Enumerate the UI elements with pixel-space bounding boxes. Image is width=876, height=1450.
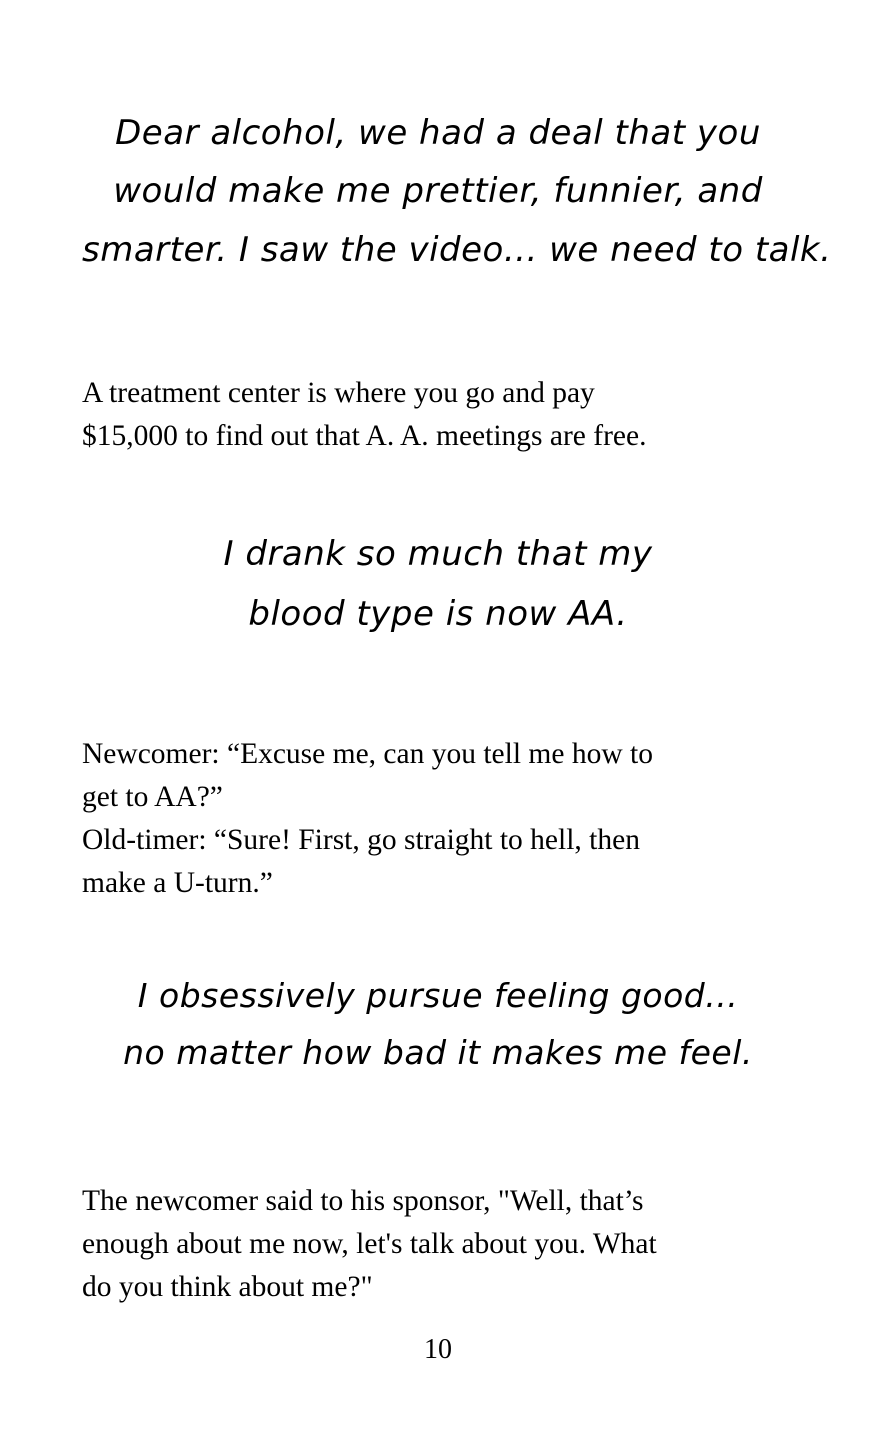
joke-block-2 xyxy=(82,524,794,644)
paragraph-1-line-1: A treatment center is where you go and pay xyxy=(82,377,595,409)
joke-block-1 xyxy=(82,104,832,279)
paragraph-2-line-4: make a U-turn.” xyxy=(82,867,273,900)
joke-1-line-3: smarter. I saw the video... we need to talk. xyxy=(82,229,832,270)
joke-3-line-1: I obsessively pursue feeling good... xyxy=(137,976,739,1015)
paragraph-3-line-3: do you think about me?" xyxy=(82,1271,373,1304)
paragraph-3-line-1: The newcomer said to his sponsor, "Well, that’s xyxy=(82,1185,644,1217)
joke-2-line-2: blood type is now AA. xyxy=(248,594,628,635)
paragraph-3 xyxy=(82,1180,758,1309)
paragraph-2-line-2: get to AA?” xyxy=(82,781,223,814)
joke-1-line-1: Dear alcohol, we had a deal that you xyxy=(115,113,761,153)
paragraph-2-line-3: Old-timer: “Sure! First, go straight to hell, then xyxy=(82,824,640,857)
paragraph-1 xyxy=(82,372,758,458)
paragraph-3-line-2: enough about me now, let's talk about you. What xyxy=(82,1228,657,1261)
paragraph-2 xyxy=(82,733,758,905)
paragraph-1-line-2: $15,000 to find out that A. A. meetings are free. xyxy=(82,420,647,453)
joke-block-3 xyxy=(82,967,794,1082)
joke-2-line-1: I drank so much that my xyxy=(223,534,653,574)
page-number: 10 xyxy=(424,1334,452,1365)
paragraph-2-line-1: Newcomer: “Excuse me, can you tell me how to xyxy=(82,738,653,770)
joke-3-line-2: no matter how bad it makes me feel. xyxy=(123,1033,753,1073)
joke-1-line-2: would make me prettier, funnier, and xyxy=(113,171,763,212)
